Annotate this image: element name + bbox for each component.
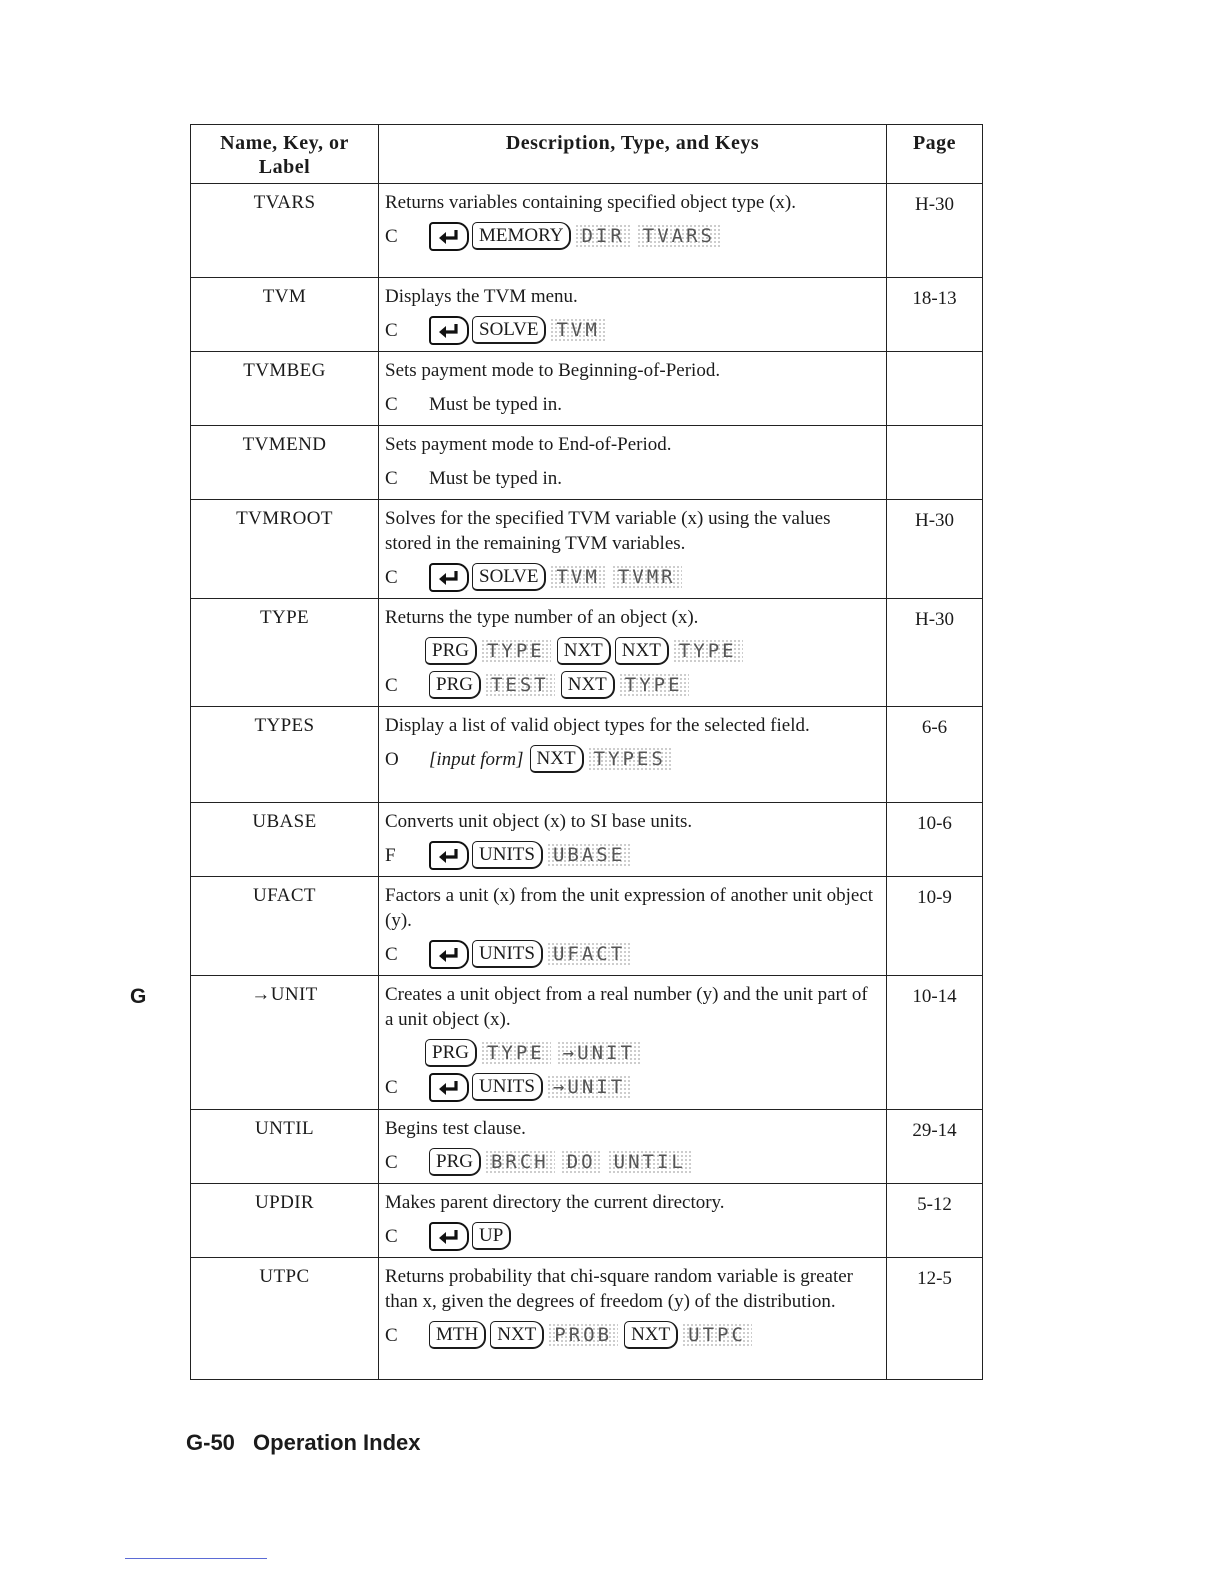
keyboard-key: SOLVE <box>472 563 546 591</box>
operation-description-cell <box>379 352 887 426</box>
keyboard-key: NXT <box>557 637 611 665</box>
page-reference: H-30 <box>887 599 983 707</box>
type-code: F <box>385 844 396 866</box>
operation-name: TVARS <box>191 184 379 278</box>
operation-description-cell <box>379 278 887 352</box>
page-reference: 6-6 <box>887 707 983 803</box>
type-code: C <box>385 225 398 247</box>
key-sequence <box>385 1318 878 1352</box>
left-shift-key-icon <box>429 1222 469 1251</box>
table-row <box>191 500 983 599</box>
menu-label: TEST <box>485 673 555 698</box>
operation-name: →UNIT <box>191 976 379 1110</box>
page-reference <box>887 352 983 426</box>
keyboard-key: UP <box>472 1222 511 1250</box>
menu-label: DO <box>561 1150 602 1175</box>
operation-description-cell <box>379 1110 887 1184</box>
left-shift-key-icon <box>429 316 469 345</box>
type-code: C <box>385 674 398 696</box>
footer-page-number: G-50 <box>186 1430 235 1455</box>
operation-name: TVM <box>191 278 379 352</box>
operation-description: Returns variables containing specified object type (x). <box>385 192 797 213</box>
type-code: C <box>385 943 398 965</box>
operation-description: Sets payment mode to End-of-Period. <box>385 434 672 455</box>
operation-description-cell <box>379 500 887 599</box>
menu-label: UTPC <box>682 1323 752 1348</box>
key-sequence <box>385 560 878 594</box>
table-row <box>191 426 983 500</box>
header-description: Description, Type, and Keys <box>379 125 887 184</box>
operation-description-cell <box>379 426 887 500</box>
type-code: C <box>385 393 398 415</box>
menu-label: UFACT <box>547 942 631 967</box>
menu-label: TYPE <box>619 673 689 698</box>
operation-description: Factors a unit (x) from the unit expression of another unit object (y). <box>385 885 874 931</box>
key-sequence <box>385 1145 878 1179</box>
menu-label: TYPE <box>481 639 551 664</box>
table-row <box>191 803 983 877</box>
operation-description-cell <box>379 1184 887 1258</box>
operation-description-cell <box>379 184 887 278</box>
table-row <box>191 976 983 1110</box>
operation-description: Display a list of valid object types for the selected field. <box>385 715 810 736</box>
keyboard-key: PRG <box>425 637 477 665</box>
operation-description: Displays the TVM menu. <box>385 286 578 307</box>
operation-description: Returns probability that chi-square random variable is greater than x, given the degrees of freedom (y) of the distribution. <box>385 1266 853 1312</box>
keyboard-key: NXT <box>615 637 669 665</box>
keyboard-key: SOLVE <box>472 316 546 344</box>
type-code: C <box>385 1151 398 1173</box>
operation-description: Solves for the specified TVM variable (x) using the values stored in the remaining TVM variables. <box>385 508 831 554</box>
keyboard-key: UNITS <box>472 841 543 869</box>
page-reference: 12-5 <box>887 1258 983 1380</box>
menu-label: BRCH <box>485 1150 555 1175</box>
key-sequence <box>385 461 878 495</box>
keyboard-key: NXT <box>624 1321 678 1349</box>
keyboard-key: NXT <box>490 1321 544 1349</box>
bottom-rule <box>125 1558 267 1559</box>
menu-label: TVMR <box>612 565 682 590</box>
menu-label: TYPE <box>673 639 743 664</box>
menu-label: TVM <box>550 318 605 343</box>
table-row <box>191 877 983 976</box>
page-reference: 10-6 <box>887 803 983 877</box>
operation-name: UBASE <box>191 803 379 877</box>
operation-description: Begins test clause. <box>385 1118 526 1139</box>
table-row <box>191 1184 983 1258</box>
key-sequence <box>385 742 878 776</box>
page-reference: 10-9 <box>887 877 983 976</box>
type-code: C <box>385 566 398 588</box>
table-header-row <box>191 125 983 184</box>
keyboard-key: MEMORY <box>472 222 571 250</box>
table-row <box>191 599 983 707</box>
menu-label: TYPE <box>481 1041 551 1066</box>
operation-description: Returns the type number of an object (x). <box>385 607 699 628</box>
operation-index-table <box>190 124 983 1380</box>
menu-label: TYPES <box>588 747 672 772</box>
left-shift-key-icon <box>429 222 469 251</box>
operation-name: UFACT <box>191 877 379 976</box>
table-row <box>191 184 983 278</box>
type-code: C <box>385 467 398 489</box>
key-sequence <box>385 838 878 872</box>
menu-label: DIR <box>575 224 630 249</box>
operation-description: Creates a unit object from a real number (y) and the unit part of a unit object (x). <box>385 984 868 1030</box>
menu-label: →UNIT <box>547 1075 631 1100</box>
type-code: O <box>385 748 399 770</box>
section-tab-letter: G <box>130 985 147 1008</box>
menu-label: TVARS <box>637 224 721 249</box>
operation-description: Makes parent directory the current directory. <box>385 1192 725 1213</box>
keyboard-key: NXT <box>530 745 584 773</box>
keyboard-key: UNITS <box>472 940 543 968</box>
operation-description-cell <box>379 803 887 877</box>
operation-name: TYPES <box>191 707 379 803</box>
operation-name: TVMBEG <box>191 352 379 426</box>
keyboard-key: PRG <box>429 671 481 699</box>
header-name: Name, Key, or Label <box>191 125 379 184</box>
table-row <box>191 278 983 352</box>
page-reference: H-30 <box>887 184 983 278</box>
key-note: Must be typed in. <box>429 467 562 489</box>
type-code: C <box>385 1225 398 1247</box>
table-row <box>191 707 983 803</box>
page-footer <box>186 1430 421 1456</box>
key-sequence <box>385 937 878 971</box>
key-sequence <box>385 668 878 702</box>
keyboard-key: PRG <box>425 1039 477 1067</box>
menu-label: TVM <box>550 565 605 590</box>
keyboard-key: UNITS <box>472 1073 543 1101</box>
operation-description-cell <box>379 707 887 803</box>
operation-name: TVMROOT <box>191 500 379 599</box>
page-reference: 10-14 <box>887 976 983 1110</box>
keyboard-key: MTH <box>429 1321 486 1349</box>
page-reference: 29-14 <box>887 1110 983 1184</box>
page-reference: 5-12 <box>887 1184 983 1258</box>
operation-name: UTPC <box>191 1258 379 1380</box>
table-row <box>191 1110 983 1184</box>
keyboard-key: PRG <box>429 1148 481 1176</box>
page-reference <box>887 426 983 500</box>
left-shift-key-icon <box>429 563 469 592</box>
type-code: C <box>385 1324 398 1346</box>
left-shift-key-icon <box>429 940 469 969</box>
table-row <box>191 1258 983 1380</box>
operation-name: TYPE <box>191 599 379 707</box>
operation-description-cell <box>379 877 887 976</box>
footer-section-title: Operation Index <box>253 1430 421 1455</box>
page-reference: 18-13 <box>887 278 983 352</box>
menu-label: UBASE <box>547 843 631 868</box>
menu-label: UNTIL <box>608 1150 692 1175</box>
keyboard-key: NXT <box>561 671 615 699</box>
operation-description: Sets payment mode to Beginning-of-Period. <box>385 360 721 381</box>
type-code: C <box>385 319 398 341</box>
operation-description-cell <box>379 599 887 707</box>
menu-label: PROB <box>548 1323 618 1348</box>
header-page: Page <box>887 125 983 184</box>
key-sequence <box>385 1036 878 1070</box>
operation-description: Converts unit object (x) to SI base units. <box>385 811 693 832</box>
key-sequence <box>385 387 878 421</box>
key-sequence <box>385 1219 878 1253</box>
key-sequence <box>385 219 878 253</box>
page-reference: H-30 <box>887 500 983 599</box>
key-sequence <box>385 313 878 347</box>
operation-name: UNTIL <box>191 1110 379 1184</box>
input-form-context: [input form] <box>429 748 524 770</box>
key-note: Must be typed in. <box>429 393 562 415</box>
key-sequence <box>385 1070 878 1104</box>
table-row <box>191 352 983 426</box>
key-sequence <box>385 634 878 668</box>
operation-description-cell <box>379 976 887 1110</box>
operation-name: TVMEND <box>191 426 379 500</box>
left-shift-key-icon <box>429 1073 469 1102</box>
operation-description-cell <box>379 1258 887 1380</box>
left-shift-key-icon <box>429 841 469 870</box>
type-code: C <box>385 1076 398 1098</box>
menu-label: →UNIT <box>557 1041 641 1066</box>
operation-name: UPDIR <box>191 1184 379 1258</box>
